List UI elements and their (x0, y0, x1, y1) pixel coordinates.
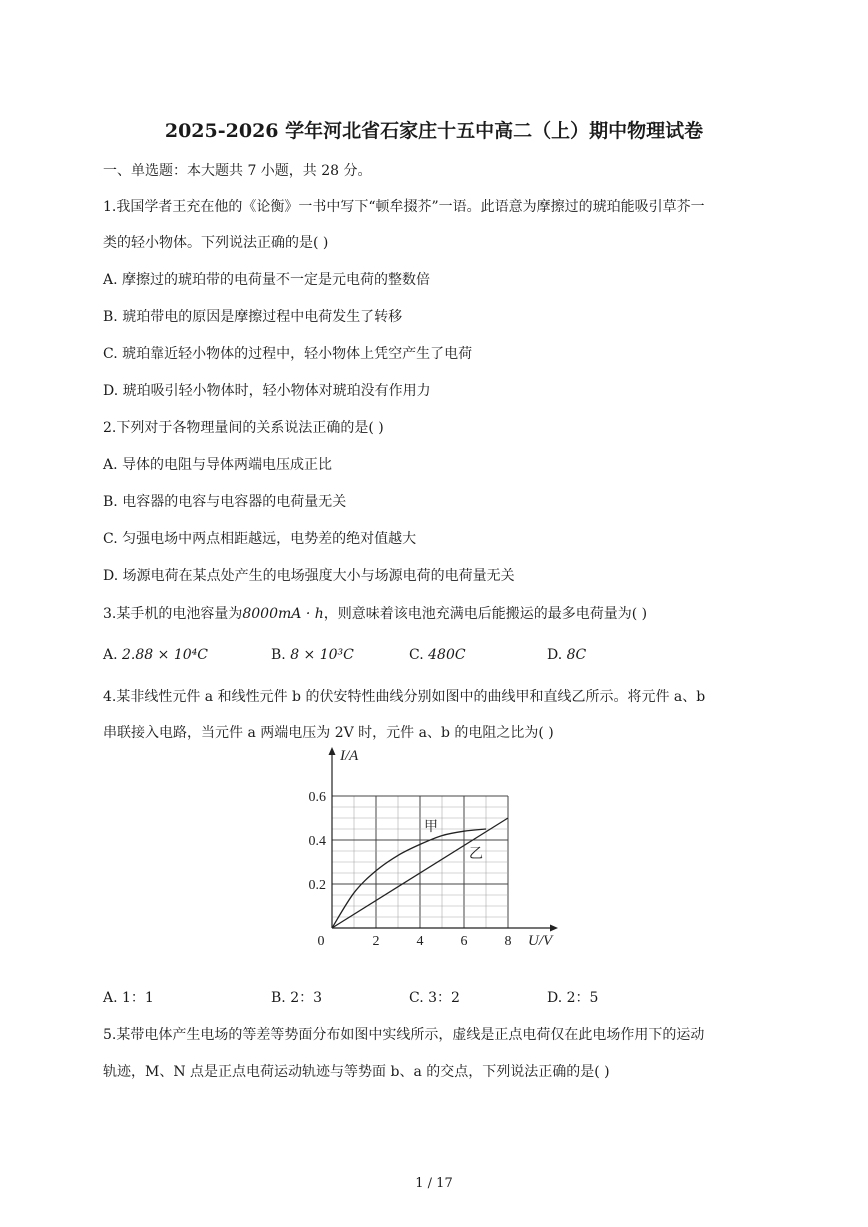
x-tick-label: 2 (372, 934, 380, 949)
q2-option-a: A. 导体的电阻与导体两端电压成正比 (103, 457, 333, 473)
q1-option-b: B. 琥珀带电的原因是摩擦过程中电荷发生了转移 (103, 309, 403, 325)
q3-option-c-label: C. (409, 647, 424, 663)
chart-grid (332, 796, 508, 928)
q3-option-a-value: 2.88 × 10⁴C (122, 647, 208, 663)
chart-axes (329, 747, 559, 932)
q4-stem-line1: 4.某非线性元件 a 和线性元件 b 的伏安特性曲线分别如图中的曲线甲和直线乙所示。将元件 a、b (103, 689, 706, 705)
iv-chart (300, 742, 570, 954)
q2-stem: 2.下列对于各物理量间的关系说法正确的是( ) (103, 420, 384, 436)
q3-option-c-value: 480C (428, 647, 466, 663)
x-tick-label: 4 (416, 934, 424, 949)
q4-option-d: D. 2：5 (547, 990, 599, 1006)
q2-option-c: C. 匀强电场中两点相距越远，电势差的绝对值越大 (103, 531, 417, 547)
x-axis-arrow (550, 925, 558, 932)
q1-option-a: A. 摩擦过的琥珀带的电荷量不一定是元电荷的整数倍 (103, 272, 431, 288)
q5-stem-line1: 5.某带电体产生电场的等差等势面分布如图中实线所示，虚线是正点电荷仅在此电场作用下的运动 (103, 1027, 705, 1043)
q3-option-b (271, 647, 354, 663)
q3-option-a (103, 647, 208, 663)
q4-option-a: A. 1：1 (103, 990, 154, 1006)
y-tick-label: 0.4 (308, 834, 326, 849)
y-tick-label: 0.2 (308, 878, 326, 893)
x-tick-label: 8 (504, 934, 512, 949)
page-number: 1 / 17 (415, 1176, 453, 1191)
q2-option-d: D. 场源电荷在某点处产生的电场强度大小与场源电荷的电荷量无关 (103, 568, 515, 584)
q3-stem-math: 8000mA · h (242, 606, 324, 622)
q3-option-d (547, 647, 586, 663)
q5-stem-line2: 轨迹，M、N 点是正点电荷运动轨迹与等势面 b、a 的交点，下列说法正确的是( ) (103, 1064, 610, 1080)
y-tick-label: 0.6 (308, 790, 326, 805)
x-tick-label: 6 (460, 934, 468, 949)
q4-option-c: C. 3：2 (409, 990, 460, 1006)
q3-option-b-value: 8 × 10³C (290, 647, 354, 663)
q3-option-d-label: D. (547, 647, 563, 663)
q3-option-c (409, 647, 466, 663)
q3-stem-post: ，则意味着该电池充满电后能搬运的最多电荷量为( ) (323, 606, 648, 622)
q1-option-d: D. 琥珀吸引轻小物体时，轻小物体对琥珀没有作用力 (103, 383, 431, 399)
x-axis-label: U/V (528, 933, 553, 949)
q3-stem-pre: 3.某手机的电池容量为 (103, 606, 243, 622)
q3-option-d-value: 8C (566, 647, 587, 663)
y-axis-label: I/A (340, 748, 359, 764)
series-label-yi: 乙 (469, 846, 483, 862)
q4-stem-line2: 串联接入电路，当元件 a 两端电压为 2V 时，元件 a、b 的电阻之比为( ) (103, 725, 554, 741)
q1-option-c: C. 琥珀靠近轻小物体的过程中，轻小物体上凭空产生了电荷 (103, 346, 473, 362)
q4-option-b: B. 2：3 (271, 990, 323, 1006)
q3-option-a-label: A. (103, 647, 118, 663)
q2-option-b: B. 电容器的电容与电容器的电荷量无关 (103, 494, 347, 510)
q3-stem (103, 603, 647, 623)
x-tick-label: 0 (317, 934, 325, 949)
q1-stem-line1: 1.我国学者王充在他的《论衡》一书中写下“顿牟掇芥”一语。此语意为摩擦过的琥珀能吸引草芥一 (103, 199, 705, 215)
q3-option-b-label: B. (271, 647, 286, 663)
series-label-jia: 甲 (424, 819, 438, 835)
page-title: 2025-2026 学年河北省石家庄十五中高二（上）期中物理试卷 (164, 120, 704, 142)
y-axis-arrow (329, 747, 336, 755)
q1-stem-line2: 类的轻小物体。下列说法正确的是( ) (103, 235, 329, 251)
section-heading: 一、单选题：本大题共 7 小题，共 28 分。 (103, 163, 372, 179)
